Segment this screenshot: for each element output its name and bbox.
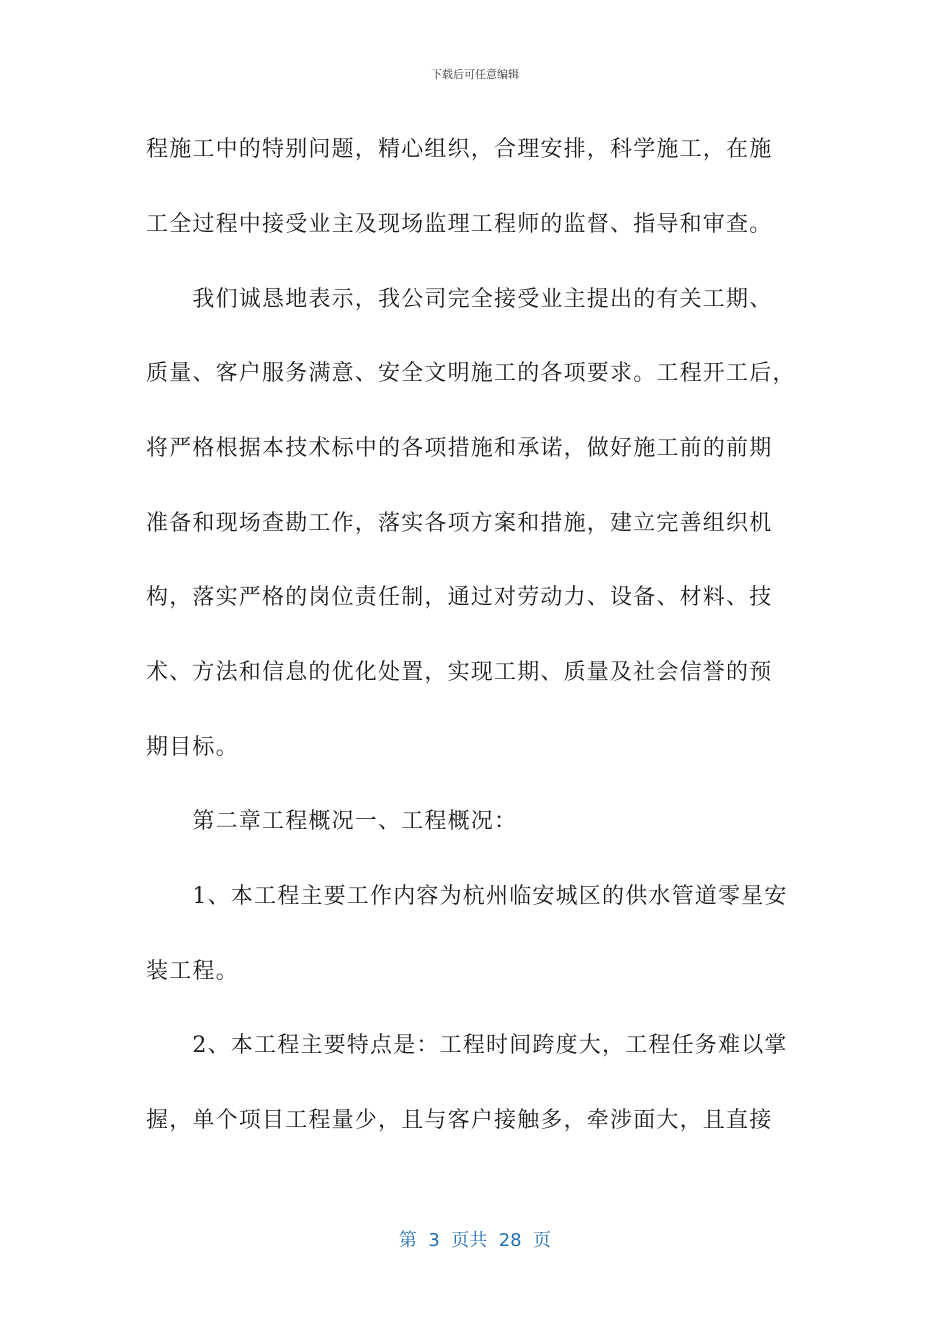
body-line-1: 程施工中的特别问题，精心组织，合理安排，科学施工，在施 bbox=[146, 137, 773, 162]
body-line-11: 1、本工程主要工作内容为杭州临安城区的供水管道零星安 bbox=[146, 884, 788, 909]
body-line-10: 第二章工程概况一、工程概况： bbox=[146, 809, 518, 834]
body-line-9: 期目标。 bbox=[146, 735, 239, 760]
body-line-13: 2、本工程主要特点是：工程时间跨度大，工程任务难以掌 bbox=[146, 1033, 788, 1058]
body-line-8: 术、方法和信息的优化处置，实现工期、质量及社会信誉的预 bbox=[146, 660, 773, 685]
body-line-4: 质量、客户服务满意、安全文明施工的各项要求。工程开工后， bbox=[146, 361, 796, 386]
body-line-7: 构，落实严格的岗位责任制，通过对劳动力、设备、材料、技 bbox=[146, 585, 773, 610]
page-header: 下载后可任意编辑 bbox=[431, 68, 519, 81]
body-line-2: 工全过程中接受业主及现场监理工程师的监督、指导和审查。 bbox=[146, 212, 773, 237]
body-line-3: 我们诚恳地表示，我公司完全接受业主提出的有关工期、 bbox=[146, 287, 773, 312]
body-line-14: 握，单个项目工程量少，且与客户接触多，牵涉面大，且直接 bbox=[146, 1108, 773, 1133]
body-line-6: 准备和现场查勘工作，落实各项方案和措施，建立完善组织机 bbox=[146, 511, 773, 536]
page-footer: 第 3 页共 28 页 bbox=[398, 1230, 552, 1251]
body-line-5: 将严格根据本技术标中的各项措施和承诺，做好施工前的前期 bbox=[146, 436, 773, 461]
body-line-12: 装工程。 bbox=[146, 959, 239, 984]
